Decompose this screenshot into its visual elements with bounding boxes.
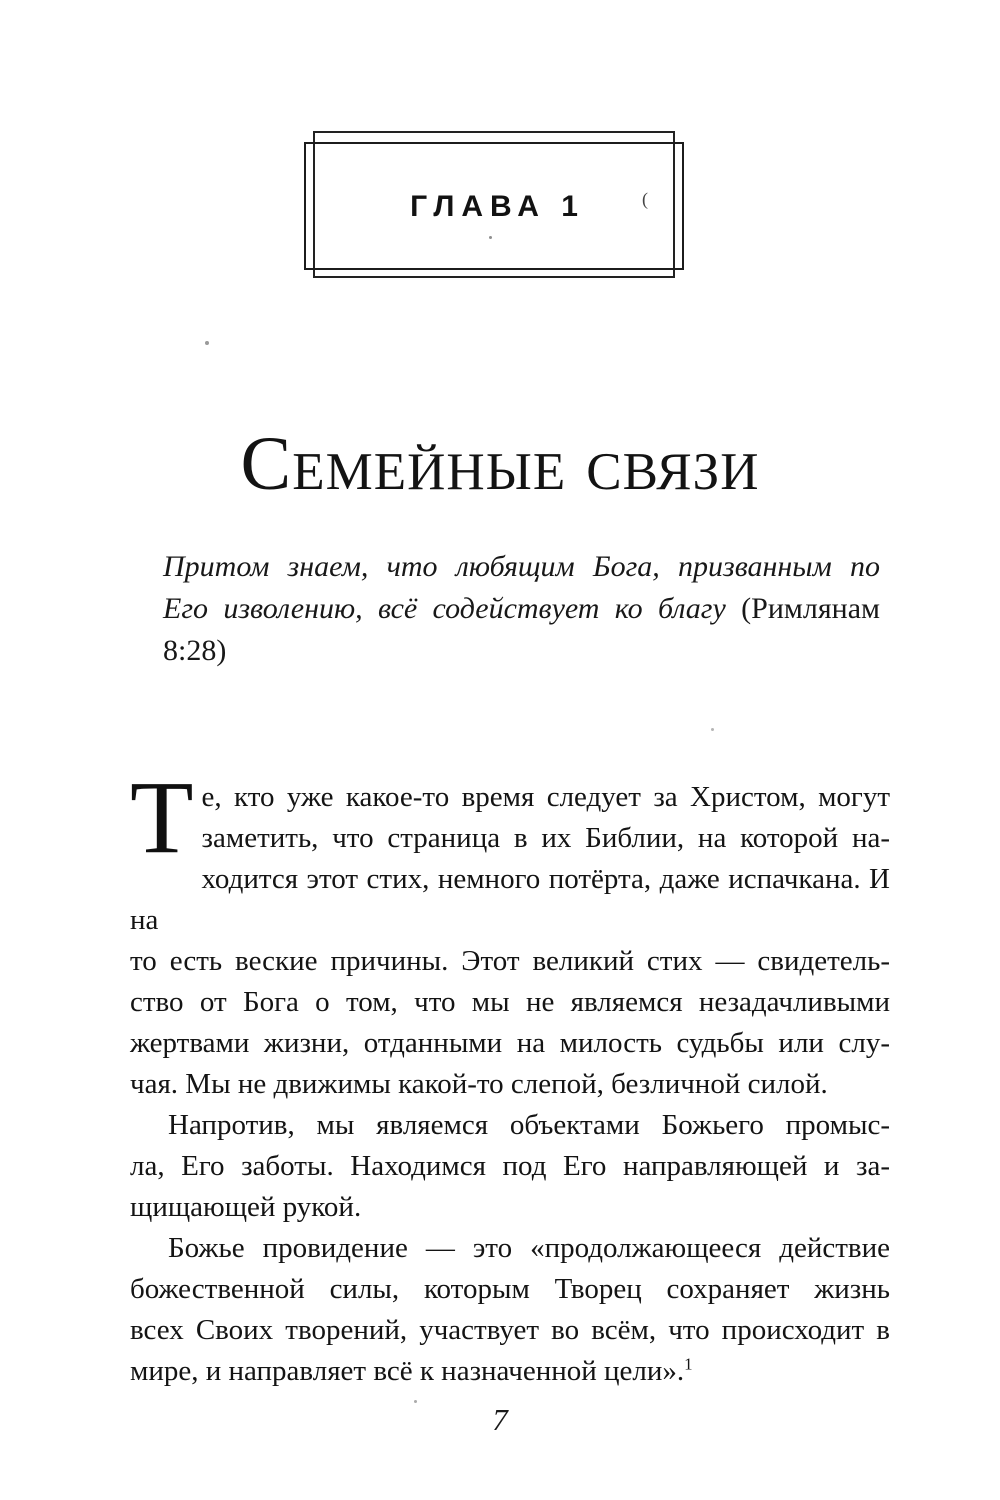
text-line: всех Своих творений, участвует во всём, что происходит в (130, 1314, 890, 1346)
text-line: е, кто уже какое-то время следует за Христом, могут (201, 781, 890, 813)
text-line: то есть веские причины. Этот великий стих — свидетель- (130, 945, 890, 977)
scan-speck (711, 728, 714, 731)
text-line: заметить, что страница в их Библии, на которой на- (201, 822, 890, 854)
text-line: Божье провидение — это «продолжающееся действие (168, 1232, 890, 1264)
epigraph (163, 546, 880, 672)
scan-speck (489, 236, 492, 239)
epigraph-text-italic: Притом знаем, что любящим Бога, призванным по (163, 550, 880, 583)
page-number: 7 (492, 1402, 508, 1437)
scripture-reference: 8:28) (163, 634, 227, 667)
chapter-title: Семейные связи (240, 422, 760, 506)
paragraph (130, 760, 890, 1105)
text-line: щищающей рукой. (130, 1191, 362, 1223)
stray-print-mark: ( (642, 189, 648, 209)
text-line: ство от Бога о том, что мы не являемся незадачливыми (130, 986, 890, 1018)
chapter-box (304, 131, 684, 280)
text-line: ла, Его заботы. Находимся под Его направляющей и за- (130, 1150, 890, 1182)
epigraph-line (163, 588, 880, 630)
scripture-reference: (Римлянам (741, 592, 880, 625)
body-text (130, 760, 890, 1392)
paragraph (130, 1228, 890, 1392)
chapter-heading: ГЛАВА 1 (410, 190, 585, 223)
text-line (130, 1351, 890, 1392)
text-line: ходится этот стих, немного потёрта, даже испачкана. И на (130, 863, 890, 936)
epigraph-line (163, 630, 880, 672)
scan-speck (205, 341, 209, 345)
paragraph (130, 1105, 890, 1228)
text-line: чая. Мы не движимы какой-то слепой, безличной силой. (130, 1068, 828, 1100)
epigraph-text-italic: Его изволению, всё содействует ко благу (163, 592, 726, 625)
text-line: божественной силы, которым Творец сохраняет жизнь (130, 1273, 890, 1305)
text-line: жертвами жизни, отданными на милость судьбы или слу- (130, 1027, 890, 1059)
footnote-marker: 1 (684, 1354, 693, 1374)
text-line-fragment: мире, и направляет всё к назначенной цели». (130, 1355, 685, 1387)
text-line: Напротив, мы являемся объектами Божьего промыс- (168, 1109, 890, 1141)
epigraph-line (163, 546, 880, 588)
drop-cap: Т (130, 760, 194, 875)
